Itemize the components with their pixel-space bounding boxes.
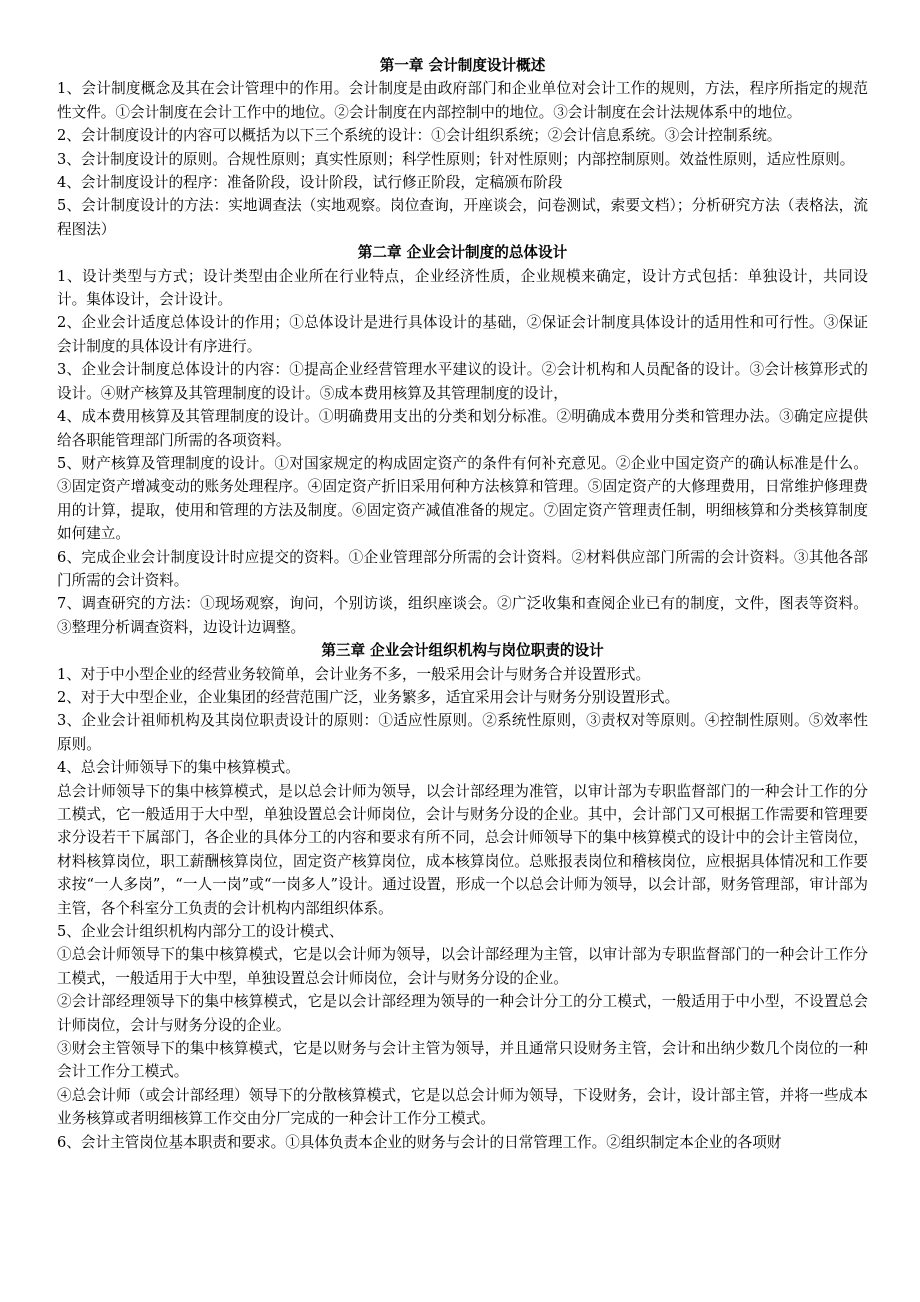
- chapter-3-paragraph: 3、企业会计祖师机构及其岗位职责设计的原则：①适应性原则。②系统性原则，③责权对等原则。④控制性原则。⑤效率性原则。: [57, 712, 868, 753]
- chapter-2-paragraph: 4、成本费用核算及其管理制度的设计。①明确费用支出的分类和划分标准。②明确成本费用分类和管理办法。③确定应提供给各职能管理部门所需的各项资料。: [57, 408, 868, 449]
- chapter-3-paragraph: 4、总会计师领导下的集中核算模式。: [57, 759, 300, 777]
- chapter-2-paragraph: 3、企业会计制度总体设计的内容：①提高企业经营管理水平建议的设计。②会计机构和人员配备的设计。③会计核算形式的设计。④财产核算及其管理制度的设计。⑤成本费用核算及其管理制度的设计，: [57, 361, 868, 402]
- chapter-1-title: 第一章 会计制度设计概述: [379, 57, 546, 74]
- chapter-2-paragraph: 7、调查研究的方法：①现场观察，询问，个别访谈，组织座谈会。②广泛收集和查阅企业已有的制度，文件，图表等资料。③整理分析调查资料，边设计边调整。: [57, 595, 868, 636]
- chapter-3-paragraph: ①总会计师领导下的集中核算模式，它是以会计师为领导，以会计部经理为主管，以审计部为专职监督部门的一种会计工作分工模式，一般适用于大中型，单独设置总会计师岗位，会计与财务分设的企业。: [57, 946, 868, 987]
- chapter-2-paragraph: 1、设计类型与方式；设计类型由企业所在行业特点，企业经济性质，企业规模来确定，设计方式包括：单独设计，共同设计。集体设计，会计设计。: [57, 267, 868, 309]
- chapter-3-paragraph: 6、会计主管岗位基本职责和要求。①具体负责本企业的财务与会计的日常管理工作。②组织制定本企业的各项财: [57, 1133, 782, 1151]
- chapter-1-paragraph: 5、会计制度设计的方法：实地调查法（实地观察。岗位查询，开座谈会，问卷测试，索要文档）；分析研究方法（表格法，流程图法）: [57, 197, 868, 238]
- chapter-1-paragraph: 4、会计制度设计的程序：准备阶段，设计阶段，试行修正阶段，定稿颁布阶段: [57, 174, 563, 192]
- chapter-2-paragraph: 6、完成企业会计制度设计时应提交的资料。①企业管理部分所需的会计资料。②材料供应部门所需的会计资料。③其他各部门所需的会计资料。: [57, 548, 868, 589]
- chapter-3-title: 第三章 企业会计组织机构与岗位职责的设计: [321, 642, 604, 660]
- chapter-2-paragraph: 5、财产核算及管理制度的设计。①对国家规定的构成固定资产的条件有何补充意见。②企业中国定资产的确认标准是什么。③固定资产增减变动的账务处理程序。④固定资产折旧采用何种方法核算和管理。⑤固定资产的大修理费用，日常维护修理费用的计算，提取，使用和管理的方法及制度。⑥固定资产减值准备的规定。⑦固定资产管理责任制，明细核算和分类核算制度如何建立。: [57, 454, 868, 543]
- chapter-3-paragraph: ③财会主管领导下的集中核算模式，它是以财务与会计主管为领导，并且通常只设财务主管，会计和出纳少数几个岗位的一种会计工作分工模式。: [57, 1040, 868, 1081]
- chapter-3-paragraph: ②会计部经理领导下的集中核算模式，它是以会计部经理为领导的一种会计分工的分工模式，一般适用于中小型，不设置总会计师岗位，会计与财务分设的企业。: [57, 993, 868, 1034]
- chapter-1-paragraph: 2、会计制度设计的内容可以概括为以下三个系统的设计：①会计组织系统；②会计信息系统。③会计控制系统。: [57, 127, 782, 145]
- chapter-3-paragraph: 1、对于中小型企业的经营业务较简单，会计业务不多，一般采用会计与财务合并设置形式。: [57, 665, 651, 683]
- chapter-2-title: 第二章 企业会计制度的总体设计: [357, 244, 568, 262]
- chapter-3-paragraph: 总会计师领导下的集中核算模式，是以总会计师为领导，以会计部经理为准管，以审计部为专职监督部门的一种会计工作的分工模式，它一般适用于大中型，单独设置总会计师岗位，会计与财务分设的企业。其中，会计部门又可根据工作需要和管理要求分设若干下属部门，各企业的具体分工的内容和要求有所不同，总会计师领导下的集中核算模式的设计中的会计主管岗位，材料核算岗位，职工薪酬核算岗位，固定资产核算岗位，成本核算岗位。总账报表岗位和稽核岗位，应根据具体情况和工作要求按“一人多岗”，“一人一岗”或“一岗多人”设计。通过设置，形成一个以总会计师为领导，以会计部，财务管理部，审计部为主管，各个科室分工负责的会计机构内部组织体系。: [57, 782, 868, 917]
- chapter-3-paragraph: 2、对于大中型企业，企业集团的经营范围广泛，业务繁多，适宜采用会计与财务分别设置形式。: [57, 688, 680, 706]
- chapter-2-paragraph: 2、企业会计适度总体设计的作用；①总体设计是进行具体设计的基础，②保证会计制度具体设计的适用性和可行性。③保证会计制度的具体设计有序进行。: [57, 314, 868, 355]
- chapter-1-paragraph: 3、会计制度设计的原则。合规性原则；真实性原则；科学性原则；针对性原则；内部控制原则。效益性原则，适应性原则。: [57, 150, 855, 168]
- chapter-3-paragraph: ④总会计师（或会计部经理）领导下的分散核算模式，它是以总会计师为领导，下设财务，会计，设计部主管，并将一些成本业务核算或者明细核算工作交由分厂完成的一种会计工作分工模式。: [57, 1086, 868, 1128]
- chapter-1-paragraph: 1、会计制度概念及其在会计管理中的作用。会计制度是由政府部门和企业单位对会计工作的规则，方法，程序所指定的规范性文件。①会计制度在会计工作中的地位。②会计制度在内部控制中的地位。③会计制度在会计法规体系中的地位。: [57, 80, 868, 121]
- chapter-3-paragraph: 5、企业会计组织机构内部分工的设计模式、: [57, 923, 344, 941]
